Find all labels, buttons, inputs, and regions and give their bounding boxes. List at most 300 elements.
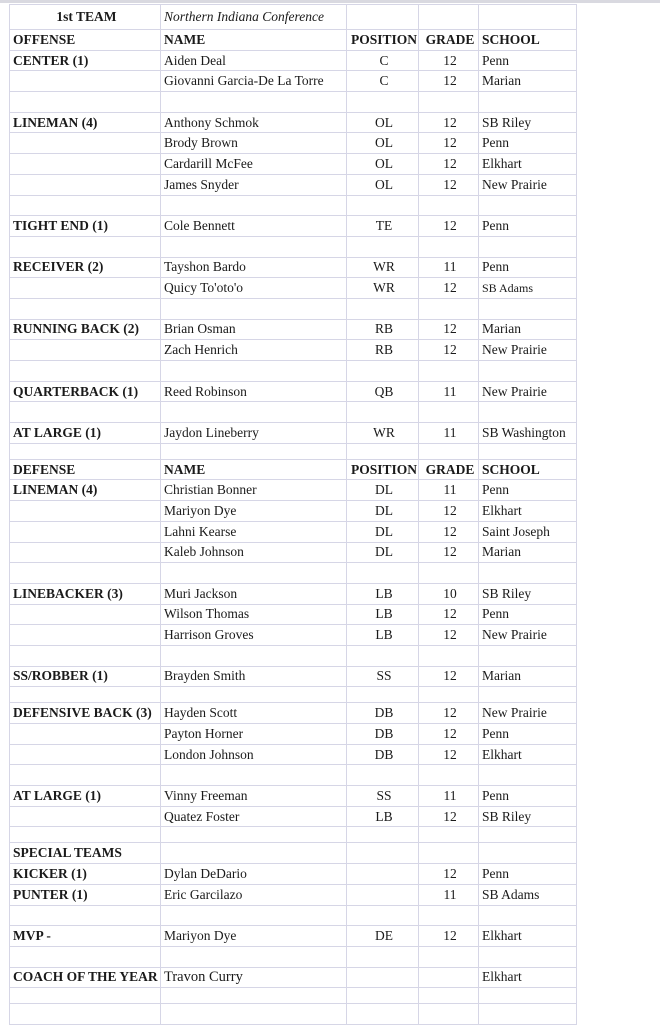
player-school[interactable]: SB Adams (479, 278, 577, 299)
empty-cell[interactable] (347, 967, 419, 988)
coach-school[interactable]: Elkhart (479, 967, 577, 988)
empty-cell[interactable] (479, 843, 577, 864)
player-school[interactable]: Penn (479, 864, 577, 885)
position-group-label[interactable]: LINEBACKER (3) (10, 583, 161, 604)
empty-cell[interactable] (479, 905, 577, 926)
coach-row (10, 967, 577, 988)
player-name[interactable]: Zach Henrich (161, 340, 347, 361)
player-grade[interactable]: 11 (419, 381, 479, 402)
empty-cell[interactable] (347, 1004, 419, 1025)
mvp-label[interactable]: MVP - (10, 926, 161, 947)
player-name[interactable]: Reed Robinson (161, 381, 347, 402)
empty-cell[interactable] (161, 443, 347, 459)
empty-cell[interactable] (161, 361, 347, 382)
player-name[interactable]: Tayshon Bardo (161, 257, 347, 278)
empty-cell[interactable] (419, 195, 479, 216)
empty-cell[interactable] (347, 687, 419, 703)
player-school[interactable]: Penn (479, 216, 577, 237)
player-name[interactable]: Quatez Foster (161, 806, 347, 827)
player-grade[interactable]: 12 (419, 133, 479, 154)
empty-cell[interactable] (419, 298, 479, 319)
empty-cell[interactable] (161, 298, 347, 319)
empty-cell[interactable] (419, 687, 479, 703)
player-name[interactable]: Aiden Deal (161, 50, 347, 71)
empty-cell[interactable] (10, 542, 161, 563)
empty-cell[interactable] (479, 402, 577, 423)
empty-cell[interactable] (419, 443, 479, 459)
table-row (10, 133, 577, 154)
blank-row (10, 988, 577, 1004)
player-school[interactable]: Penn (479, 480, 577, 501)
empty-cell[interactable] (10, 905, 161, 926)
empty-cell[interactable] (10, 133, 161, 154)
player-position[interactable]: DL (347, 480, 419, 501)
player-name[interactable]: Wilson Thomas (161, 604, 347, 625)
table-row (10, 666, 577, 687)
table-row (10, 583, 577, 604)
blank-row (10, 92, 577, 113)
empty-cell[interactable] (10, 340, 161, 361)
player-position[interactable]: OL (347, 112, 419, 133)
empty-cell[interactable] (419, 563, 479, 584)
empty-cell[interactable] (479, 827, 577, 843)
empty-cell[interactable] (10, 361, 161, 382)
player-grade[interactable]: 10 (419, 583, 479, 604)
player-school[interactable]: Penn (479, 604, 577, 625)
player-name[interactable]: Muri Jackson (161, 583, 347, 604)
player-position[interactable]: OL (347, 174, 419, 195)
player-school[interactable]: Penn (479, 50, 577, 71)
player-grade[interactable]: 12 (419, 703, 479, 724)
empty-cell[interactable] (479, 298, 577, 319)
player-position[interactable]: C (347, 50, 419, 71)
blank-row (10, 905, 577, 926)
blank-row (10, 1004, 577, 1025)
empty-cell[interactable] (347, 236, 419, 257)
window-top-edge (0, 0, 660, 3)
player-grade[interactable]: 12 (419, 112, 479, 133)
player-school[interactable]: New Prairie (479, 703, 577, 724)
offense-section-label[interactable]: OFFENSE (10, 30, 161, 51)
player-grade[interactable]: 11 (419, 423, 479, 444)
position-group-label[interactable]: LINEMAN (4) (10, 480, 161, 501)
conference-title[interactable]: Northern Indiana Conference (161, 5, 347, 30)
empty-cell[interactable] (10, 687, 161, 703)
player-grade[interactable]: 12 (419, 724, 479, 745)
player-position[interactable]: LB (347, 625, 419, 646)
defense-header-row (10, 459, 577, 480)
empty-cell[interactable] (347, 884, 419, 905)
player-name[interactable]: Kaleb Johnson (161, 542, 347, 563)
empty-cell[interactable] (161, 946, 347, 967)
all-conference-table (9, 4, 577, 1025)
empty-cell[interactable] (347, 195, 419, 216)
player-position[interactable]: QB (347, 381, 419, 402)
player-position[interactable]: DL (347, 501, 419, 522)
empty-cell[interactable] (419, 361, 479, 382)
player-grade[interactable]: 11 (419, 257, 479, 278)
player-name[interactable]: Vinny Freeman (161, 786, 347, 807)
grade-column-header[interactable]: GRADE (419, 30, 479, 51)
player-grade[interactable]: 12 (419, 666, 479, 687)
player-position[interactable]: OL (347, 154, 419, 175)
table-row (10, 319, 577, 340)
position-group-label[interactable]: AT LARGE (1) (10, 423, 161, 444)
empty-cell[interactable] (10, 278, 161, 299)
table-row (10, 154, 577, 175)
table-row (10, 806, 577, 827)
empty-cell[interactable] (479, 236, 577, 257)
table-row (10, 625, 577, 646)
player-school[interactable]: SB Riley (479, 806, 577, 827)
player-school[interactable]: Saint Joseph (479, 521, 577, 542)
player-school[interactable]: New Prairie (479, 625, 577, 646)
table-row (10, 423, 577, 444)
empty-cell[interactable] (347, 946, 419, 967)
player-school[interactable]: Penn (479, 724, 577, 745)
table-row (10, 501, 577, 522)
empty-cell[interactable] (10, 625, 161, 646)
blank-row (10, 765, 577, 786)
special-teams-header-row (10, 843, 577, 864)
empty-cell[interactable] (419, 827, 479, 843)
player-school[interactable]: Elkhart (479, 154, 577, 175)
table-row (10, 744, 577, 765)
empty-cell[interactable] (479, 765, 577, 786)
player-grade[interactable]: 12 (419, 216, 479, 237)
position-group-label[interactable]: QUARTERBACK (1) (10, 381, 161, 402)
empty-cell[interactable] (10, 724, 161, 745)
empty-cell[interactable] (419, 402, 479, 423)
player-school[interactable]: Elkhart (479, 501, 577, 522)
player-position[interactable]: LB (347, 806, 419, 827)
blank-row (10, 687, 577, 703)
player-school[interactable]: Marian (479, 542, 577, 563)
position-group-label[interactable]: CENTER (1) (10, 50, 161, 71)
empty-cell[interactable] (419, 92, 479, 113)
position-group-label[interactable]: RECEIVER (2) (10, 257, 161, 278)
special-teams-section-label[interactable]: SPECIAL TEAMS (10, 843, 161, 864)
empty-cell[interactable] (347, 864, 419, 885)
player-name[interactable]: Brody Brown (161, 133, 347, 154)
title-row (10, 5, 577, 30)
empty-cell[interactable] (479, 195, 577, 216)
table-row (10, 542, 577, 563)
player-grade[interactable]: 12 (419, 744, 479, 765)
player-grade[interactable]: 12 (419, 71, 479, 92)
empty-cell[interactable] (10, 92, 161, 113)
empty-cell[interactable] (10, 988, 161, 1004)
player-grade[interactable]: 12 (419, 542, 479, 563)
coach-of-the-year-label[interactable]: COACH OF THE YEAR (10, 967, 161, 988)
empty-cell[interactable] (419, 765, 479, 786)
empty-cell[interactable] (347, 765, 419, 786)
player-school[interactable]: SB Washington (479, 423, 577, 444)
player-grade[interactable]: 12 (419, 154, 479, 175)
empty-cell[interactable] (347, 843, 419, 864)
player-grade[interactable]: 12 (419, 521, 479, 542)
blank-row (10, 195, 577, 216)
school-column-header[interactable]: SCHOOL (479, 30, 577, 51)
empty-cell[interactable] (161, 1004, 347, 1025)
team-title[interactable]: 1st TEAM (10, 5, 161, 30)
table-row (10, 521, 577, 542)
empty-cell[interactable] (10, 236, 161, 257)
player-name[interactable]: James Snyder (161, 174, 347, 195)
grade-column-header[interactable]: GRADE (419, 459, 479, 480)
player-position[interactable]: DB (347, 744, 419, 765)
empty-cell[interactable] (10, 1004, 161, 1025)
empty-cell[interactable] (161, 988, 347, 1004)
blank-row (10, 402, 577, 423)
empty-cell[interactable] (419, 843, 479, 864)
player-school[interactable]: Elkhart (479, 926, 577, 947)
player-school[interactable]: Marian (479, 319, 577, 340)
empty-cell[interactable] (479, 687, 577, 703)
school-column-header[interactable]: SCHOOL (479, 459, 577, 480)
player-position[interactable]: RB (347, 340, 419, 361)
player-name[interactable]: Payton Horner (161, 724, 347, 745)
player-school[interactable]: Marian (479, 71, 577, 92)
empty-cell[interactable] (161, 687, 347, 703)
table-row (10, 71, 577, 92)
empty-cell[interactable] (161, 645, 347, 666)
empty-cell[interactable] (161, 563, 347, 584)
player-name[interactable]: Mariyon Dye (161, 926, 347, 947)
empty-cell[interactable] (479, 5, 577, 30)
empty-cell[interactable] (10, 174, 161, 195)
player-position[interactable]: RB (347, 319, 419, 340)
player-school[interactable]: SB Adams (479, 884, 577, 905)
player-school[interactable]: Penn (479, 786, 577, 807)
blank-row (10, 946, 577, 967)
player-grade[interactable]: 12 (419, 864, 479, 885)
empty-cell[interactable] (347, 92, 419, 113)
player-position[interactable]: C (347, 71, 419, 92)
empty-cell[interactable] (419, 967, 479, 988)
player-name[interactable]: Brian Osman (161, 319, 347, 340)
player-school[interactable]: Penn (479, 257, 577, 278)
table-row (10, 786, 577, 807)
empty-cell[interactable] (479, 946, 577, 967)
position-group-label[interactable]: SS/ROBBER (1) (10, 666, 161, 687)
empty-cell[interactable] (479, 988, 577, 1004)
empty-cell[interactable] (10, 827, 161, 843)
player-name[interactable]: Jaydon Lineberry (161, 423, 347, 444)
empty-cell[interactable] (10, 806, 161, 827)
position-group-label[interactable]: AT LARGE (1) (10, 786, 161, 807)
empty-cell[interactable] (10, 563, 161, 584)
empty-cell[interactable] (347, 5, 419, 30)
empty-cell[interactable] (419, 905, 479, 926)
table-row (10, 216, 577, 237)
empty-cell[interactable] (10, 443, 161, 459)
player-name[interactable]: London Johnson (161, 744, 347, 765)
player-position[interactable]: DL (347, 542, 419, 563)
empty-cell[interactable] (419, 645, 479, 666)
empty-cell[interactable] (347, 988, 419, 1004)
player-position[interactable]: DL (347, 521, 419, 542)
table-row (10, 112, 577, 133)
blank-row (10, 827, 577, 843)
blank-row (10, 361, 577, 382)
table-row (10, 604, 577, 625)
empty-cell[interactable] (479, 92, 577, 113)
position-column-header[interactable]: POSITION (347, 459, 419, 480)
player-position[interactable]: SS (347, 786, 419, 807)
empty-cell[interactable] (10, 765, 161, 786)
player-name[interactable]: Anthony Schmok (161, 112, 347, 133)
player-grade[interactable]: 12 (419, 501, 479, 522)
empty-cell[interactable] (347, 298, 419, 319)
player-name[interactable]: Quicy To'oto'o (161, 278, 347, 299)
player-position[interactable]: WR (347, 423, 419, 444)
table-row (10, 703, 577, 724)
coach-name[interactable]: Travon Curry (161, 967, 347, 988)
player-school[interactable]: Penn (479, 133, 577, 154)
position-group-label[interactable]: KICKER (1) (10, 864, 161, 885)
position-group-label[interactable]: PUNTER (1) (10, 884, 161, 905)
player-grade[interactable]: 11 (419, 884, 479, 905)
player-school[interactable]: SB Riley (479, 112, 577, 133)
table-row (10, 340, 577, 361)
player-position[interactable]: WR (347, 278, 419, 299)
empty-cell[interactable] (347, 827, 419, 843)
position-group-label[interactable]: TIGHT END (1) (10, 216, 161, 237)
player-name[interactable]: Christian Bonner (161, 480, 347, 501)
position-group-label[interactable]: LINEMAN (4) (10, 112, 161, 133)
player-name[interactable]: Mariyon Dye (161, 501, 347, 522)
player-grade[interactable]: 12 (419, 319, 479, 340)
position-group-label[interactable]: DEFENSIVE BACK (3) (10, 703, 161, 724)
name-column-header[interactable]: NAME (161, 459, 347, 480)
player-position[interactable]: LB (347, 604, 419, 625)
empty-cell[interactable] (10, 604, 161, 625)
player-name[interactable]: Giovanni Garcia-De La Torre (161, 71, 347, 92)
player-grade[interactable]: 12 (419, 174, 479, 195)
player-position[interactable]: OL (347, 133, 419, 154)
empty-cell[interactable] (161, 195, 347, 216)
empty-cell[interactable] (10, 402, 161, 423)
player-school[interactable]: Marian (479, 666, 577, 687)
defense-section-label[interactable]: DEFENSE (10, 459, 161, 480)
player-grade[interactable]: 12 (419, 625, 479, 646)
player-name[interactable]: Harrison Groves (161, 625, 347, 646)
player-name[interactable]: Brayden Smith (161, 666, 347, 687)
player-position[interactable]: DB (347, 724, 419, 745)
empty-cell[interactable] (10, 154, 161, 175)
player-grade[interactable]: 12 (419, 604, 479, 625)
table-row (10, 884, 577, 905)
empty-cell[interactable] (161, 827, 347, 843)
empty-cell[interactable] (419, 5, 479, 30)
player-position[interactable]: LB (347, 583, 419, 604)
empty-cell[interactable] (347, 443, 419, 459)
player-school[interactable]: New Prairie (479, 381, 577, 402)
table-row (10, 724, 577, 745)
empty-cell[interactable] (10, 946, 161, 967)
player-name[interactable]: Cole Bennett (161, 216, 347, 237)
player-position[interactable]: DB (347, 703, 419, 724)
empty-cell[interactable] (10, 521, 161, 542)
empty-cell[interactable] (347, 361, 419, 382)
table-row (10, 257, 577, 278)
empty-cell[interactable] (347, 563, 419, 584)
player-grade[interactable]: 12 (419, 278, 479, 299)
empty-cell[interactable] (419, 988, 479, 1004)
blank-row (10, 236, 577, 257)
mvp-row (10, 926, 577, 947)
empty-cell[interactable] (479, 443, 577, 459)
blank-row (10, 298, 577, 319)
position-group-label[interactable]: RUNNING BACK (2) (10, 319, 161, 340)
empty-cell[interactable] (479, 361, 577, 382)
player-grade[interactable]: 12 (419, 50, 479, 71)
player-grade[interactable]: 11 (419, 480, 479, 501)
name-column-header[interactable]: NAME (161, 30, 347, 51)
empty-cell[interactable] (479, 563, 577, 584)
player-name[interactable]: Dylan DeDario (161, 864, 347, 885)
empty-cell[interactable] (161, 765, 347, 786)
empty-cell[interactable] (10, 744, 161, 765)
empty-cell[interactable] (10, 645, 161, 666)
empty-cell[interactable] (161, 843, 347, 864)
offense-header-row (10, 30, 577, 51)
empty-cell[interactable] (161, 92, 347, 113)
blank-row (10, 443, 577, 459)
player-grade[interactable]: 12 (419, 340, 479, 361)
empty-cell[interactable] (347, 645, 419, 666)
blank-row (10, 563, 577, 584)
player-name[interactable]: Hayden Scott (161, 703, 347, 724)
player-school[interactable]: Elkhart (479, 744, 577, 765)
player-school[interactable]: New Prairie (479, 340, 577, 361)
empty-cell[interactable] (10, 501, 161, 522)
empty-cell[interactable] (161, 402, 347, 423)
empty-cell[interactable] (10, 71, 161, 92)
player-position[interactable]: TE (347, 216, 419, 237)
blank-row (10, 645, 577, 666)
empty-cell[interactable] (419, 946, 479, 967)
empty-cell[interactable] (419, 236, 479, 257)
table-row (10, 174, 577, 195)
player-school[interactable]: SB Riley (479, 583, 577, 604)
empty-cell[interactable] (479, 1004, 577, 1025)
empty-cell[interactable] (161, 236, 347, 257)
player-name[interactable]: Eric Garcilazo (161, 884, 347, 905)
empty-cell[interactable] (10, 195, 161, 216)
table-row (10, 480, 577, 501)
empty-cell[interactable] (10, 298, 161, 319)
empty-cell[interactable] (347, 402, 419, 423)
empty-cell[interactable] (161, 905, 347, 926)
player-position[interactable]: WR (347, 257, 419, 278)
player-name[interactable]: Lahni Kearse (161, 521, 347, 542)
table-row (10, 864, 577, 885)
player-position[interactable]: DE (347, 926, 419, 947)
player-name[interactable]: Cardarill McFee (161, 154, 347, 175)
player-position[interactable]: SS (347, 666, 419, 687)
player-grade[interactable]: 12 (419, 926, 479, 947)
empty-cell[interactable] (479, 645, 577, 666)
empty-cell[interactable] (347, 905, 419, 926)
position-column-header[interactable]: POSITION (347, 30, 419, 51)
player-grade[interactable]: 11 (419, 786, 479, 807)
player-grade[interactable]: 12 (419, 806, 479, 827)
empty-cell[interactable] (419, 1004, 479, 1025)
table-row (10, 278, 577, 299)
player-school[interactable]: New Prairie (479, 174, 577, 195)
